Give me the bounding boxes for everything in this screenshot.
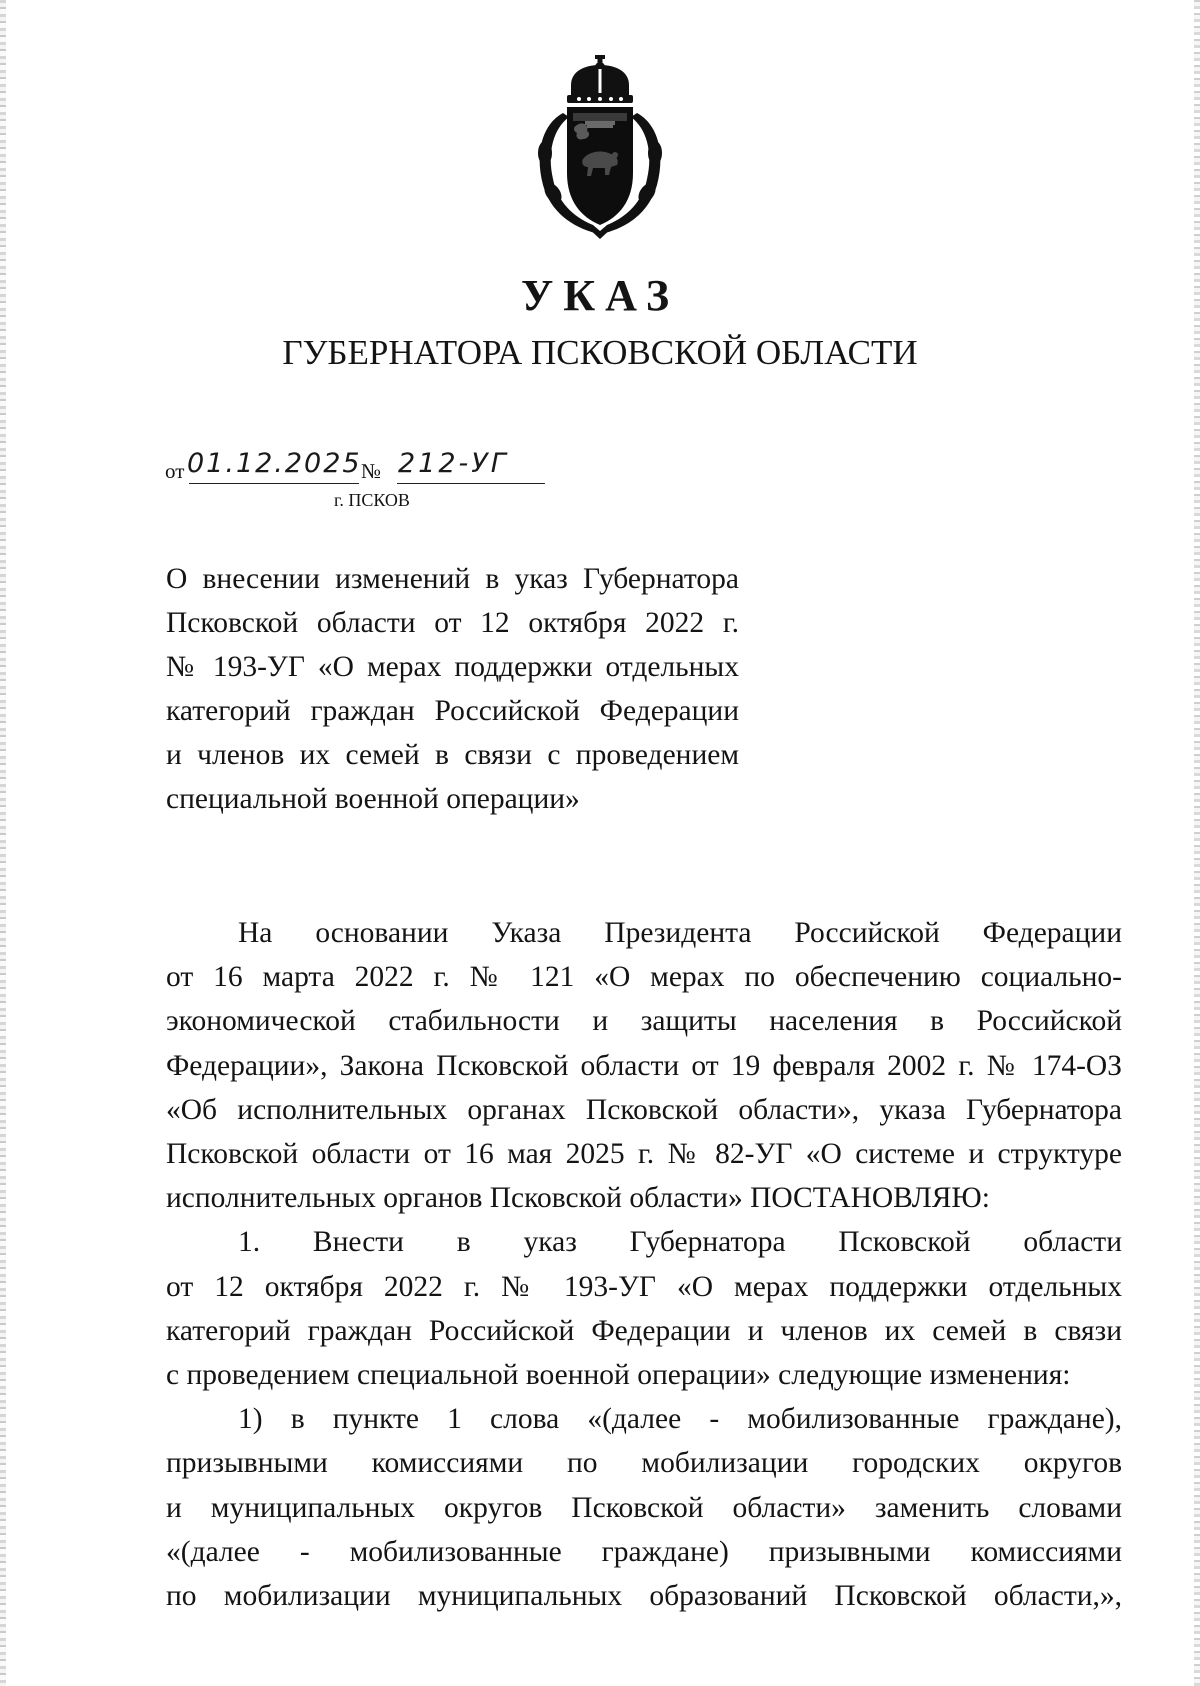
body-line: Федерации», Закона Псковской области от 19 февраля 2002 г. № 174-ОЗ <box>166 1049 1122 1082</box>
registration-line <box>165 448 585 491</box>
body-line: экономической стабильности и защиты населения в Российской <box>166 1005 1122 1038</box>
coat-of-arms-emblem <box>533 55 667 241</box>
subject-line: О внесении изменений в указ Губернатора <box>166 563 739 595</box>
body-line: исполнительных органов Псковской области» ПОСТАНОВЛЯЮ: <box>166 1182 990 1215</box>
document-title: УКАЗ <box>520 271 680 320</box>
scan-edge-left <box>0 0 6 1686</box>
date-underline <box>189 483 359 484</box>
body-line: от 16 марта 2022 г. № 121 «О мерах по обеспечению социально- <box>166 961 1122 994</box>
body-line: от 12 октября 2022 г. № 193-УГ «О мерах поддержки отдельных <box>166 1270 1122 1303</box>
body-line: На основании Указа Президента Российской Федерации <box>238 917 1122 949</box>
body-line: и муниципальных округов Псковской области» заменить словами <box>166 1491 1122 1524</box>
body-line: с проведением специальной военной операции» следующие изменения: <box>166 1359 1071 1392</box>
subject-line: специальной военной операции» <box>166 783 580 815</box>
body-line: «Об исполнительных органах Псковской области», указа Губернатора <box>166 1093 1122 1126</box>
number-underline <box>397 483 545 484</box>
body-line: призывными комиссиями по мобилизации городских округов <box>166 1447 1122 1480</box>
subject-line: категорий граждан Российской Федерации <box>166 695 739 727</box>
document-subtitle: ГУБЕРНАТОРА ПСКОВСКОЙ ОБЛАСТИ <box>282 333 918 372</box>
scan-edge-right <box>1194 0 1200 1686</box>
document-subject <box>166 557 739 821</box>
body-line: по мобилизации муниципальных образований Псковской области,», <box>166 1580 1122 1613</box>
subject-line: и членов их семей в связи с проведением <box>166 739 739 771</box>
body-line: «(далее - мобилизованные граждане) призывными комиссиями <box>166 1535 1122 1568</box>
handwritten-number: 212-УГ <box>398 448 509 479</box>
subject-line: № 193-УГ «О мерах поддержки отдельных <box>166 651 739 683</box>
city-label: г. ПСКОВ <box>334 490 410 510</box>
body-line: категорий граждан Российской Федерации и членов их семей в связи <box>166 1314 1122 1347</box>
body-line: 1. Внести в указ Губернатора Псковской области <box>238 1226 1122 1259</box>
handwritten-date: 01.12.2025 <box>187 448 362 479</box>
body-line: 1) в пункте 1 слова «(далее - мобилизованные граждане), <box>238 1403 1122 1436</box>
subject-line: Псковской области от 12 октября 2022 г. <box>166 607 739 639</box>
body-line: Псковской области от 16 мая 2025 г. № 82-УГ «О системе и структуре <box>166 1138 1122 1171</box>
number-label: № <box>361 459 382 483</box>
date-label: от <box>165 459 185 483</box>
document-body <box>166 911 1122 1618</box>
